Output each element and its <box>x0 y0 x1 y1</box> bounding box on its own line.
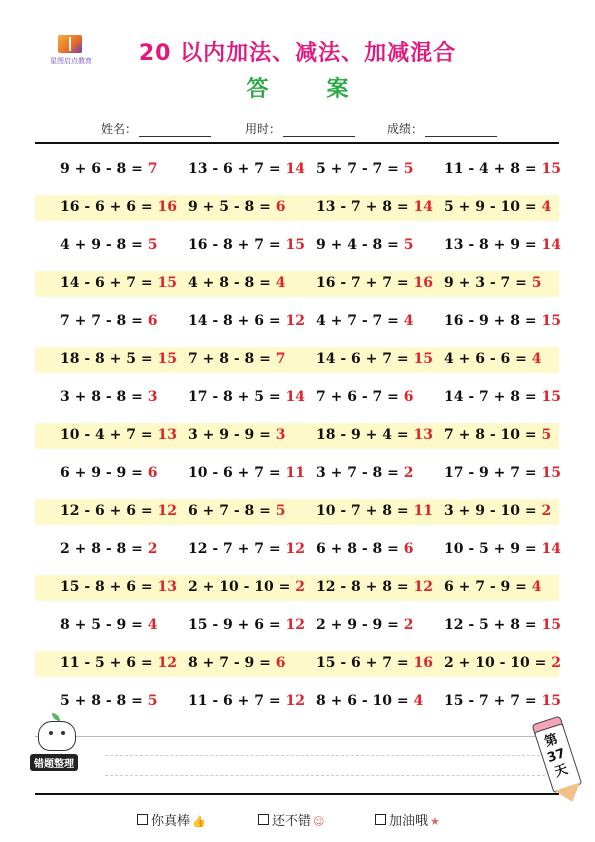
problem-item <box>316 541 414 557</box>
problem-answer: 2 <box>295 579 305 595</box>
problem-row <box>35 613 559 639</box>
problem-item <box>316 655 433 671</box>
problem-item <box>444 237 561 253</box>
problem-expression: 12 - 7 + 7 = <box>188 541 286 557</box>
problem-item <box>60 275 177 291</box>
problem-item <box>316 389 414 405</box>
problem-expression: 12 - 6 + 6 = <box>60 503 158 519</box>
problem-expression: 5 + 8 - 8 = <box>60 693 148 709</box>
problem-row <box>35 309 559 335</box>
problem-item <box>60 199 177 215</box>
problem-item <box>444 313 561 329</box>
problem-expression: 13 - 8 + 9 = <box>444 237 542 253</box>
problem-answer: 3 <box>147 389 158 405</box>
problem-answer: 2 <box>551 655 561 671</box>
problem-answer: 16 <box>413 655 433 671</box>
problem-row <box>35 233 559 259</box>
problem-expression: 6 + 9 - 9 = <box>60 465 148 481</box>
problem-item <box>188 655 286 671</box>
problem-expression: 3 + 9 - 9 = <box>188 427 276 443</box>
score-field[interactable] <box>387 120 497 137</box>
problem-item <box>444 427 551 443</box>
problem-expression: 11 - 4 + 8 = <box>444 161 542 177</box>
problem-expression: 4 + 6 - 6 = <box>444 351 532 367</box>
problem-answer: 12 <box>285 617 305 633</box>
problem-item <box>188 541 305 557</box>
problem-expression: 15 - 8 + 6 = <box>60 579 158 595</box>
problem-item <box>444 351 542 367</box>
problem-expression: 7 + 7 - 8 = <box>60 313 148 329</box>
problem-expression: 2 + 10 - 10 = <box>444 655 552 671</box>
problem-answer: 4 <box>275 275 286 291</box>
problem-item <box>60 351 177 367</box>
problem-answer: 12 <box>413 579 433 595</box>
problem-answer: 15 <box>541 617 561 633</box>
problem-expression: 9 + 5 - 8 = <box>188 199 276 215</box>
problem-expression: 7 + 8 - 8 = <box>188 351 276 367</box>
problem-expression: 5 + 7 - 7 = <box>316 161 404 177</box>
score-blank[interactable] <box>425 124 497 137</box>
problem-answer: 15 <box>285 237 305 253</box>
problem-item <box>188 237 305 253</box>
problem-answer: 2 <box>541 503 552 519</box>
problem-expression: 7 + 8 - 10 = <box>444 427 542 443</box>
checkbox[interactable] <box>375 814 386 825</box>
problem-expression: 10 - 6 + 7 = <box>188 465 286 481</box>
problem-item <box>188 503 286 519</box>
problem-expression: 14 - 6 + 7 = <box>60 275 158 291</box>
problem-answer: 4 <box>541 199 552 215</box>
problem-expression: 10 - 4 + 7 = <box>60 427 158 443</box>
problem-expression: 14 - 8 + 6 = <box>188 313 286 329</box>
problem-expression: 12 - 5 + 8 = <box>444 617 542 633</box>
problem-answer: 5 <box>275 503 286 519</box>
problem-item <box>60 427 177 443</box>
problem-expression: 16 - 8 + 7 = <box>188 237 286 253</box>
problem-row <box>35 157 559 183</box>
problem-row <box>35 537 559 563</box>
rating-label: 还不错 <box>272 814 312 829</box>
problem-item <box>60 693 158 709</box>
problem-expression: 17 - 9 + 7 = <box>444 465 542 481</box>
problem-answer: 15 <box>541 465 561 481</box>
problem-expression: 4 + 9 - 8 = <box>60 237 148 253</box>
problem-answer: 14 <box>541 541 561 557</box>
problem-item <box>444 579 542 595</box>
problem-expression: 6 + 8 - 8 = <box>316 541 404 557</box>
problem-expression: 3 + 8 - 8 = <box>60 389 148 405</box>
problem-item <box>60 389 158 405</box>
problem-expression: 7 + 6 - 7 = <box>316 389 404 405</box>
problem-row <box>35 195 559 221</box>
problem-expression: 9 + 4 - 8 = <box>316 237 404 253</box>
problem-answer: 7 <box>147 161 158 177</box>
problem-answer: 13 <box>157 427 177 443</box>
problem-expression: 6 + 7 - 8 = <box>188 503 276 519</box>
error-notes-area[interactable] <box>35 736 559 791</box>
problem-expression: 2 + 8 - 8 = <box>60 541 148 557</box>
problem-expression: 2 + 10 - 10 = <box>188 579 296 595</box>
problem-answer: 15 <box>413 351 433 367</box>
problem-item <box>444 617 561 633</box>
checkbox[interactable] <box>137 814 148 825</box>
problem-item <box>188 617 305 633</box>
problem-answer: 6 <box>403 541 414 557</box>
problem-expression: 3 + 9 - 10 = <box>444 503 542 519</box>
time-blank[interactable] <box>283 124 355 137</box>
problem-item <box>316 237 414 253</box>
problem-answer: 12 <box>285 693 305 709</box>
name-field[interactable] <box>101 120 211 137</box>
problem-item <box>60 541 158 557</box>
problem-expression: 10 - 7 + 8 = <box>316 503 414 519</box>
problem-item <box>188 579 305 595</box>
problem-item <box>60 503 177 519</box>
leaf-icon <box>52 713 60 721</box>
problem-expression: 13 - 6 + 7 = <box>188 161 286 177</box>
problem-answer: 15 <box>541 389 561 405</box>
rating-option-great[interactable] <box>137 810 206 829</box>
cat-mascot-icon <box>32 715 82 755</box>
problem-answer: 4 <box>403 313 414 329</box>
problem-row <box>35 271 559 297</box>
problem-item <box>60 237 158 253</box>
problem-answer: 15 <box>157 275 177 291</box>
problem-answer: 14 <box>285 161 305 177</box>
problem-item <box>316 465 414 481</box>
rating-label: 你真棒 <box>151 814 191 829</box>
problem-row <box>35 689 559 715</box>
time-label: 用时： <box>245 122 282 136</box>
problem-item <box>316 579 433 595</box>
problem-expression: 17 - 8 + 5 = <box>188 389 286 405</box>
problem-expression: 3 + 7 - 8 = <box>316 465 404 481</box>
problem-expression: 16 - 9 + 8 = <box>444 313 542 329</box>
problem-answer: 15 <box>541 313 561 329</box>
problem-expression: 2 + 9 - 9 = <box>316 617 404 633</box>
problem-expression: 4 + 7 - 7 = <box>316 313 404 329</box>
problem-item <box>60 465 158 481</box>
problem-expression: 16 - 6 + 6 = <box>60 199 158 215</box>
header-divider <box>35 142 559 144</box>
problem-item <box>316 199 433 215</box>
problem-item <box>60 313 158 329</box>
problem-answer: 15 <box>541 161 561 177</box>
cat-face <box>38 721 76 751</box>
problem-expression: 5 + 9 - 10 = <box>444 199 542 215</box>
problem-answer: 14 <box>541 237 561 253</box>
cat-eye <box>61 731 65 735</box>
problem-item <box>316 313 414 329</box>
problem-item <box>444 275 542 291</box>
problem-answer: 2 <box>403 617 414 633</box>
problem-item <box>188 313 305 329</box>
problem-answer: 5 <box>531 275 542 291</box>
day-counter: 第37天 <box>542 731 570 781</box>
problem-expression: 18 - 9 + 4 = <box>316 427 414 443</box>
problem-answer: 12 <box>285 313 305 329</box>
error-section-label: 错题整理 <box>30 754 78 771</box>
cat-eye <box>49 731 53 735</box>
problem-answer: 14 <box>413 199 433 215</box>
problem-answer: 13 <box>157 579 177 595</box>
problem-expression: 11 - 5 + 6 = <box>60 655 158 671</box>
smile-icon: ☺ <box>313 815 325 828</box>
problem-expression: 8 + 5 - 9 = <box>60 617 148 633</box>
problem-item <box>60 161 158 177</box>
problem-item <box>188 161 305 177</box>
problem-item <box>444 693 561 709</box>
rating-option-keep-going[interactable] <box>375 810 440 829</box>
problem-item <box>188 199 286 215</box>
problem-item <box>316 693 423 709</box>
footer-divider <box>35 793 559 795</box>
problem-expression: 11 - 6 + 7 = <box>188 693 286 709</box>
problem-row <box>35 385 559 411</box>
problem-row <box>35 347 559 373</box>
problem-answer: 16 <box>413 275 433 291</box>
problem-expression: 8 + 6 - 10 = <box>316 693 414 709</box>
problem-expression: 6 + 7 - 9 = <box>444 579 532 595</box>
problem-expression: 15 - 7 + 7 = <box>444 693 542 709</box>
problem-item <box>444 465 561 481</box>
problem-answer: 11 <box>285 465 305 481</box>
thumbs-up-icon: 👍 <box>192 815 206 828</box>
problem-answer: 3 <box>275 427 286 443</box>
checkbox[interactable] <box>258 814 269 825</box>
problem-answer: 12 <box>157 503 177 519</box>
problem-item <box>316 617 414 633</box>
problem-answer: 4 <box>531 351 542 367</box>
problem-item <box>188 351 286 367</box>
problem-item <box>444 199 551 215</box>
problem-answer: 15 <box>157 351 177 367</box>
problem-expression: 9 + 3 - 7 = <box>444 275 532 291</box>
problem-item <box>316 503 433 519</box>
problem-item <box>316 427 433 443</box>
problem-item <box>60 655 177 671</box>
note-line <box>105 775 545 776</box>
problem-answer: 5 <box>147 693 158 709</box>
problem-expression: 16 - 7 + 7 = <box>316 275 414 291</box>
note-line <box>105 755 545 756</box>
time-field[interactable] <box>245 120 355 137</box>
problem-answer: 6 <box>275 199 286 215</box>
problem-row <box>35 423 559 449</box>
problem-item <box>444 503 551 519</box>
problem-answer: 12 <box>157 655 177 671</box>
brand-name: 星图启点教育 <box>50 57 92 65</box>
problem-expression: 14 - 7 + 8 = <box>444 389 542 405</box>
problem-answer: 4 <box>147 617 158 633</box>
problem-row <box>35 575 559 601</box>
name-label: 姓名： <box>101 122 138 136</box>
problem-item <box>60 617 158 633</box>
problem-item <box>60 579 177 595</box>
problem-answer: 4 <box>531 579 542 595</box>
problem-expression: 9 + 6 - 8 = <box>60 161 148 177</box>
problem-expression: 14 - 6 + 7 = <box>316 351 414 367</box>
problem-expression: 13 - 7 + 8 = <box>316 199 414 215</box>
problem-answer: 6 <box>275 655 286 671</box>
page-title: 20 以内加法、减法、加减混合 <box>138 41 457 66</box>
rating-option-good[interactable] <box>258 810 324 829</box>
problem-answer: 12 <box>285 541 305 557</box>
problem-expression: 4 + 8 - 8 = <box>188 275 276 291</box>
page-subtitle: 答 案 <box>246 77 367 102</box>
problem-item <box>316 275 433 291</box>
problem-item <box>444 541 561 557</box>
problem-item <box>188 465 305 481</box>
problem-expression: 15 - 9 + 6 = <box>188 617 286 633</box>
problem-answer: 7 <box>275 351 286 367</box>
problem-expression: 8 + 7 - 9 = <box>188 655 276 671</box>
problem-answer: 2 <box>147 541 158 557</box>
problem-answer: 6 <box>147 313 158 329</box>
cheer-icon: ★ <box>430 815 440 828</box>
problem-row <box>35 461 559 487</box>
rating-label: 加油哦 <box>389 814 429 829</box>
problem-item <box>188 275 286 291</box>
problem-item <box>316 161 414 177</box>
problem-answer: 14 <box>285 389 305 405</box>
problem-answer: 5 <box>403 161 414 177</box>
problem-answer: 6 <box>147 465 158 481</box>
problem-item <box>188 389 305 405</box>
problem-item <box>188 693 305 709</box>
problem-item <box>444 389 561 405</box>
problem-item <box>316 351 433 367</box>
problem-expression: 18 - 8 + 5 = <box>60 351 158 367</box>
score-label: 成绩： <box>387 122 424 136</box>
problem-answer: 5 <box>403 237 414 253</box>
problem-row <box>35 651 559 677</box>
problem-answer: 13 <box>413 427 433 443</box>
problem-expression: 10 - 5 + 9 = <box>444 541 542 557</box>
problem-expression: 15 - 6 + 7 = <box>316 655 414 671</box>
problem-expression: 12 - 8 + 8 = <box>316 579 414 595</box>
problem-item <box>444 161 561 177</box>
problem-answer: 15 <box>541 693 561 709</box>
problem-answer: 6 <box>403 389 414 405</box>
name-blank[interactable] <box>139 124 211 137</box>
problem-row <box>35 499 559 525</box>
problem-item <box>188 427 286 443</box>
problem-answer: 16 <box>157 199 177 215</box>
problem-item <box>444 655 561 671</box>
problem-answer: 5 <box>147 237 158 253</box>
problem-answer: 5 <box>541 427 552 443</box>
problem-answer: 11 <box>413 503 433 519</box>
problem-answer: 2 <box>403 465 414 481</box>
problem-answer: 4 <box>413 693 424 709</box>
